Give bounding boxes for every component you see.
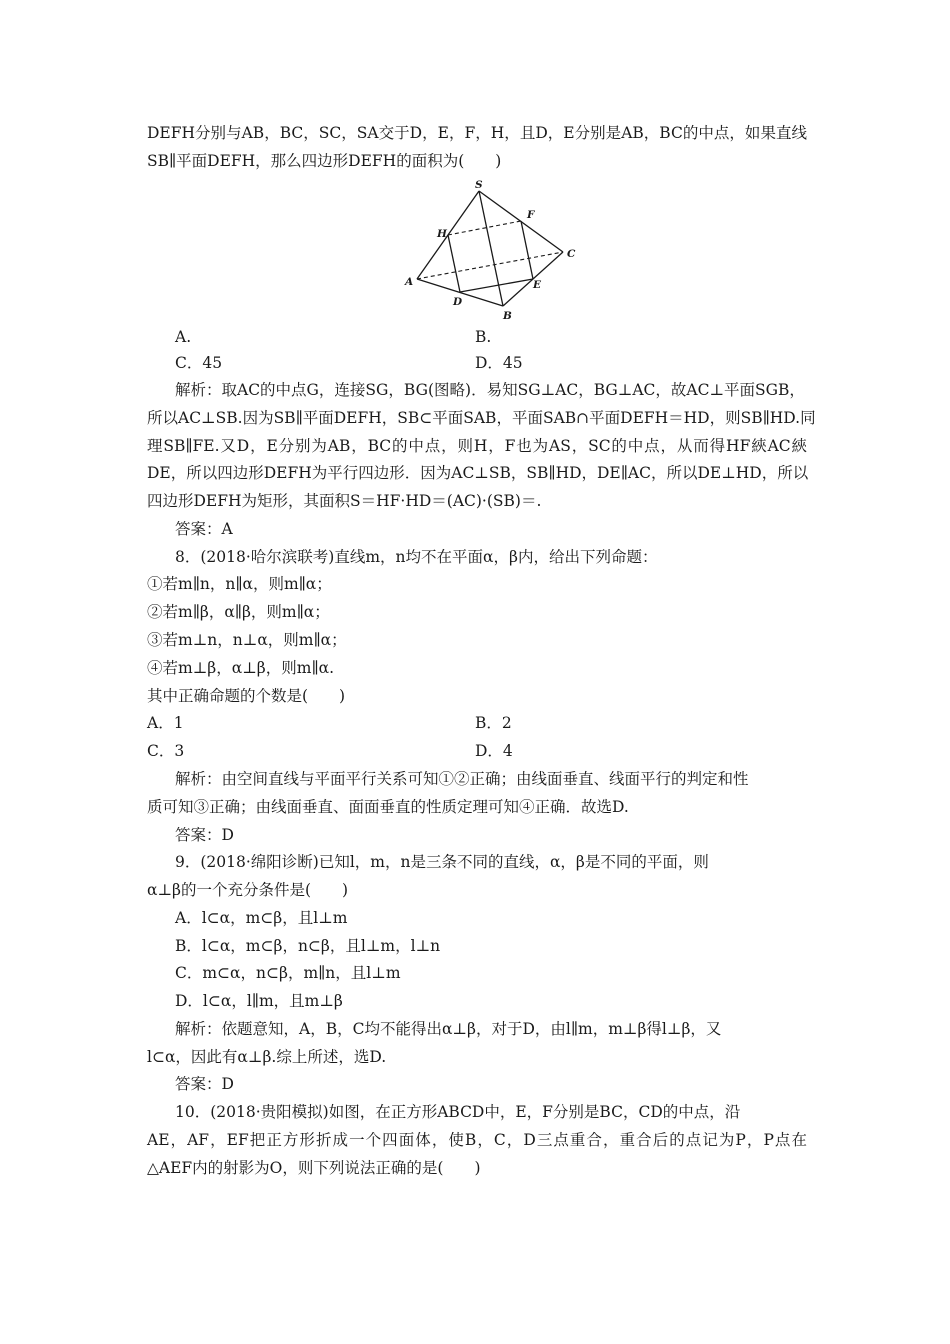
q10-stem-line3: △AEF内的射影为O，则下列说法正确的是( ): [147, 1159, 481, 1177]
q7-option-c: C．45: [175, 354, 223, 372]
vertex-label-d: D: [453, 296, 463, 308]
vertex-label-b: B: [503, 310, 512, 322]
q10-stem-line2: AE，AF，EF把正方形折成一个四面体，使B，C，D三点重合，重合后的点记为P，P点在: [147, 1131, 807, 1149]
vertex-label-h: H: [437, 228, 447, 240]
q9-stem-line2: α⊥β的一个充分条件是( ): [147, 881, 349, 899]
q9-analysis-line2: l⊂α，因此有α⊥β.综上所述，选D.: [147, 1048, 387, 1066]
vertex-label-a: A: [405, 276, 414, 288]
q8-question: 其中正确命题的个数是( ): [147, 687, 346, 705]
q9-option-a: A．l⊂α，m⊂β，且l⊥m: [175, 909, 348, 927]
q7-stem-line1: DEFH分别与AB，BC，SC，SA交于D，E，F，H，且D，E分别是AB，BC的中点，如果直线: [147, 124, 807, 142]
q7-analysis-line3: 理SB∥FE.又D，E分别为AB，BC的中点，则H，F也为AS，SC的中点，从而得HF綊AC綊: [147, 437, 807, 455]
q7-analysis-line5: 四边形DEFH为矩形，其面积S＝HF·HD＝(AC)·(SB)＝.: [147, 492, 542, 510]
q8-option-b: B．2: [475, 714, 512, 732]
q8-prop-4: ④若m⊥β，α⊥β，则m∥α.: [147, 659, 334, 677]
vertex-label-f: F: [527, 209, 535, 221]
vertex-label-e: E: [533, 279, 542, 291]
vertex-label-s: S: [475, 179, 483, 191]
q7-stem-line2: SB∥平面DEFH，那么四边形DEFH的面积为( ): [147, 152, 502, 170]
q8-option-d: D．4: [475, 742, 513, 760]
q7-analysis-line1: 解析：取AC的中点G，连接SG，BG(图略)．易知SG⊥AC，BG⊥AC，故AC⊥平面SGB，: [175, 381, 805, 399]
q8-option-a: A．1: [147, 714, 184, 732]
q9-answer: 答案：D: [175, 1075, 234, 1093]
q9-option-c: C．m⊂α，n⊂β，m∥n，且l⊥m: [175, 964, 401, 982]
vertex-label-c: C: [567, 248, 576, 260]
q9-stem-line1: 9．(2018·绵阳诊断)已知l，m，n是三条不同的直线，α，β是不同的平面，则: [175, 853, 709, 871]
q8-prop-1: ①若m∥n，n∥α，则m∥α；: [147, 575, 332, 593]
q7-analysis-line4: DE，所以四边形DEFH为平行四边形．因为AC⊥SB，SB∥HD，DE∥AC，所以DE⊥HD，所以: [147, 464, 809, 482]
q7-option-b: B.: [475, 328, 492, 346]
q10-stem-line1: 10．(2018·贵阳模拟)如图，在正方形ABCD中，E，F分别是BC，CD的中点，沿: [175, 1103, 741, 1121]
q7-option-a: A.: [175, 328, 192, 346]
q9-option-d: D．l⊂α，l∥m，且m⊥β: [175, 992, 343, 1010]
q8-option-c: C．3: [147, 742, 185, 760]
q8-prop-3: ③若m⊥n，n⊥α，则m∥α；: [147, 631, 347, 649]
q8-answer: 答案：D: [175, 826, 234, 844]
q7-analysis-line2: 所以AC⊥SB.因为SB∥平面DEFH，SB⊂平面SAB，平面SAB∩平面DEFH＝HD，则SB∥HD.同: [147, 409, 816, 427]
q7-answer: 答案：A: [175, 520, 233, 538]
q8-stem: 8．(2018·哈尔滨联考)直线m，n均不在平面α，β内，给出下列命题：: [175, 548, 658, 566]
pyramid-figure: [395, 176, 595, 326]
q8-prop-2: ②若m∥β，α∥β，则m∥α；: [147, 603, 330, 621]
q7-option-d: D．45: [475, 354, 523, 372]
q9-analysis-line1: 解析：依题意知，A，B，C均不能得出α⊥β，对于D，由l∥m，m⊥β得l⊥β，又: [175, 1020, 722, 1038]
q8-analysis-line1: 解析：由空间直线与平面平行关系可知①②正确；由线面垂直、线面平行的判定和性: [175, 770, 749, 788]
q9-option-b: B．l⊂α，m⊂β，n⊂β，且l⊥m，l⊥n: [175, 937, 441, 955]
q8-analysis-line2: 质可知③正确；由线面垂直、面面垂直的性质定理可知④正确．故选D.: [147, 798, 629, 816]
